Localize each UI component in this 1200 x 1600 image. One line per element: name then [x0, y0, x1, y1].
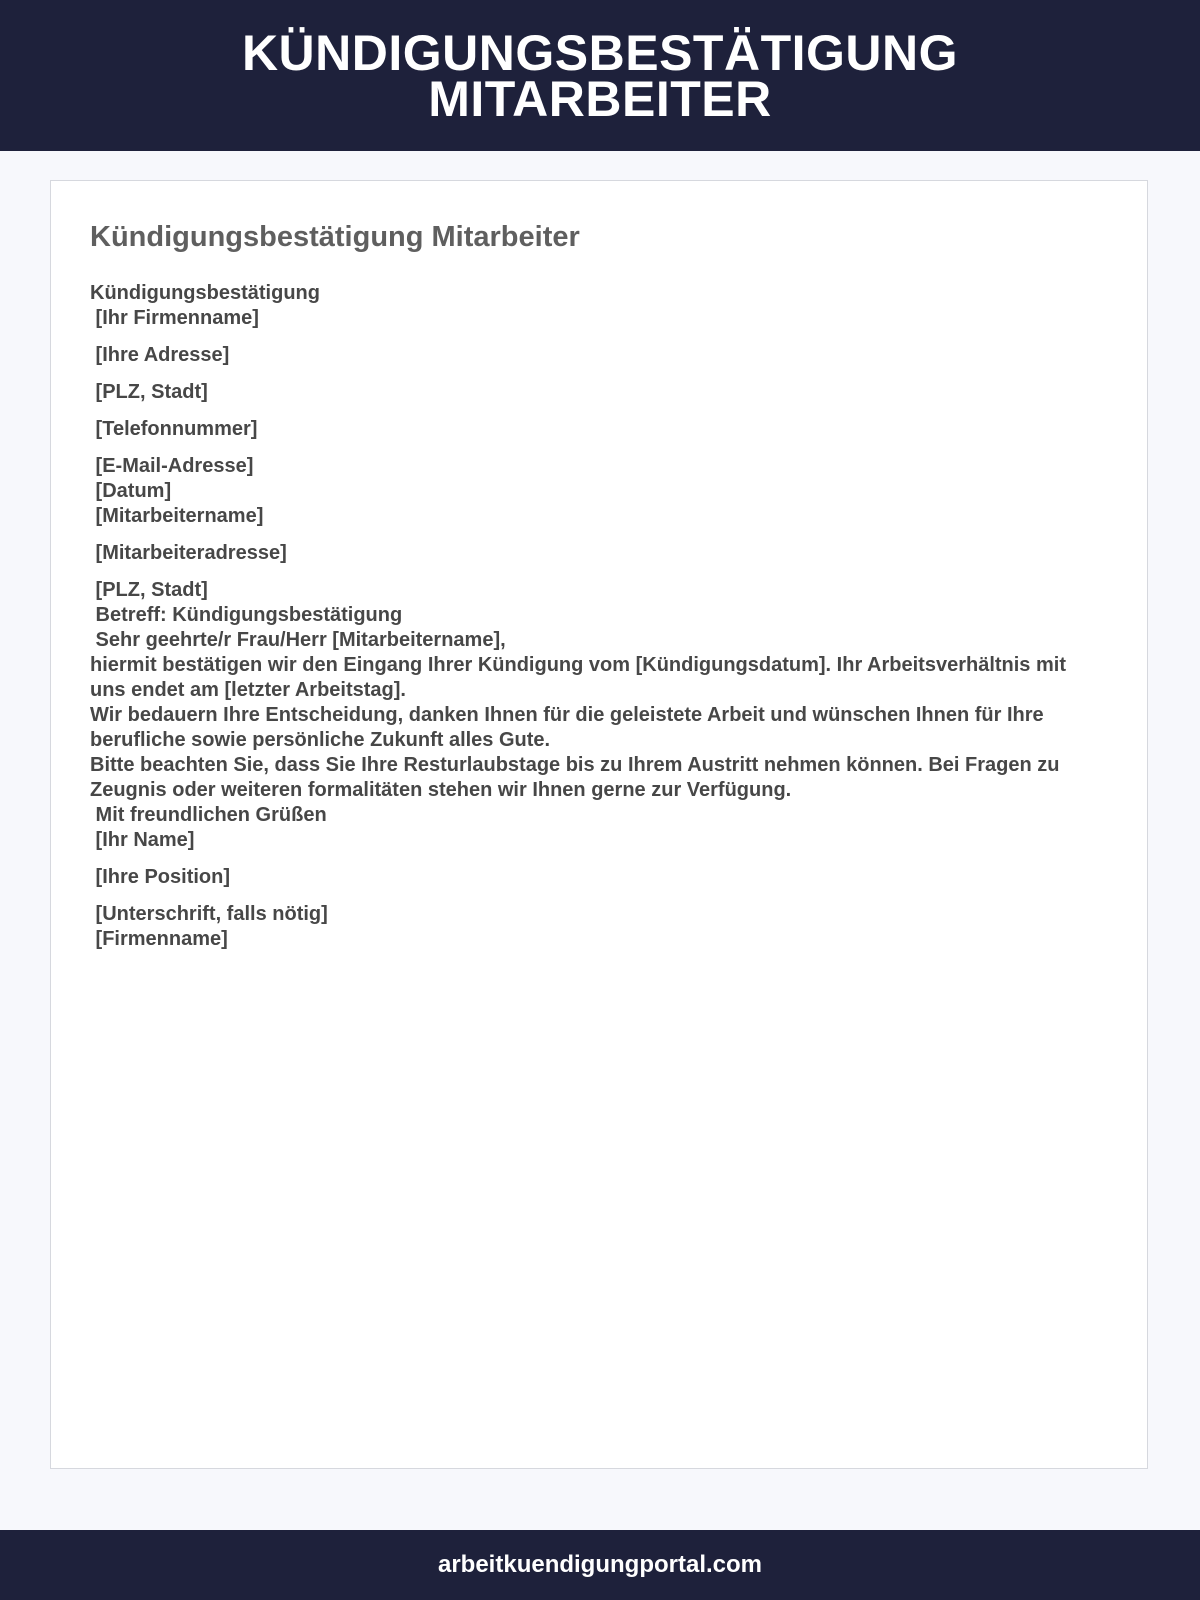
- sender-phone: [Telefonnummer]: [90, 418, 258, 440]
- letter-paragraph: Wir bedauern Ihre Entscheidung, danken Ihnen für die geleistete Arbeit und wünschen Ihnen für Ihre berufliche sowie persönliche Zukunft alles Gute.: [90, 704, 1044, 751]
- sender-city: [PLZ, Stadt]: [90, 381, 208, 403]
- document-title: Kündigungsbestätigung Mitarbeiter: [90, 221, 580, 253]
- recipient-name: [Mitarbeitername]: [90, 505, 264, 527]
- sender-company: [Ihr Firmenname]: [90, 307, 259, 329]
- signer-name: [Ihr Name]: [90, 829, 195, 851]
- footer-site-name: arbeitkuendigungportal.com: [437, 1551, 763, 1578]
- page-title: KÜNDIGUNGSBESTÄTIGUNG MITARBEITER: [241, 24, 959, 127]
- letter-heading: Kündigungsbestätigung: [90, 282, 320, 304]
- recipient-city: [PLZ, Stadt]: [90, 579, 208, 601]
- page-footer: [0, 1530, 1200, 1600]
- sender-email: [E-Mail-Adresse]: [90, 455, 254, 477]
- signer-company: [Firmenname]: [90, 928, 228, 950]
- letter-paragraph: Bitte beachten Sie, dass Sie Ihre Resturlaubstage bis zu Ihrem Austritt nehmen können. Bei Fragen zu Zeugnis oder weiteren formalitäten stehen wir Ihnen gerne zur Verfügung.: [90, 754, 1060, 801]
- letter-subject: Betreff: Kündigungsbestätigung: [90, 604, 403, 626]
- signer-position: [Ihre Position]: [90, 866, 230, 888]
- letter-date: [Datum]: [90, 480, 172, 502]
- letter-closing: Mit freundlichen Grüßen: [90, 804, 327, 826]
- document-card: [50, 180, 1148, 1469]
- recipient-address: [Mitarbeiteradresse]: [90, 542, 287, 564]
- letter-paragraph: hiermit bestätigen wir den Eingang Ihrer Kündigung vom [Kündigungsdatum]. Ihr Arbeitsverhältnis mit uns endet am [letzter Arbeitstag].: [90, 654, 1066, 701]
- sender-address: [Ihre Adresse]: [90, 344, 230, 366]
- page-header: [0, 0, 1200, 151]
- signature-line: [Unterschrift, falls nötig]: [90, 903, 328, 925]
- letter-salutation: Sehr geehrte/r Frau/Herr [Mitarbeitername],: [90, 629, 506, 651]
- letter-body: [90, 281, 1080, 952]
